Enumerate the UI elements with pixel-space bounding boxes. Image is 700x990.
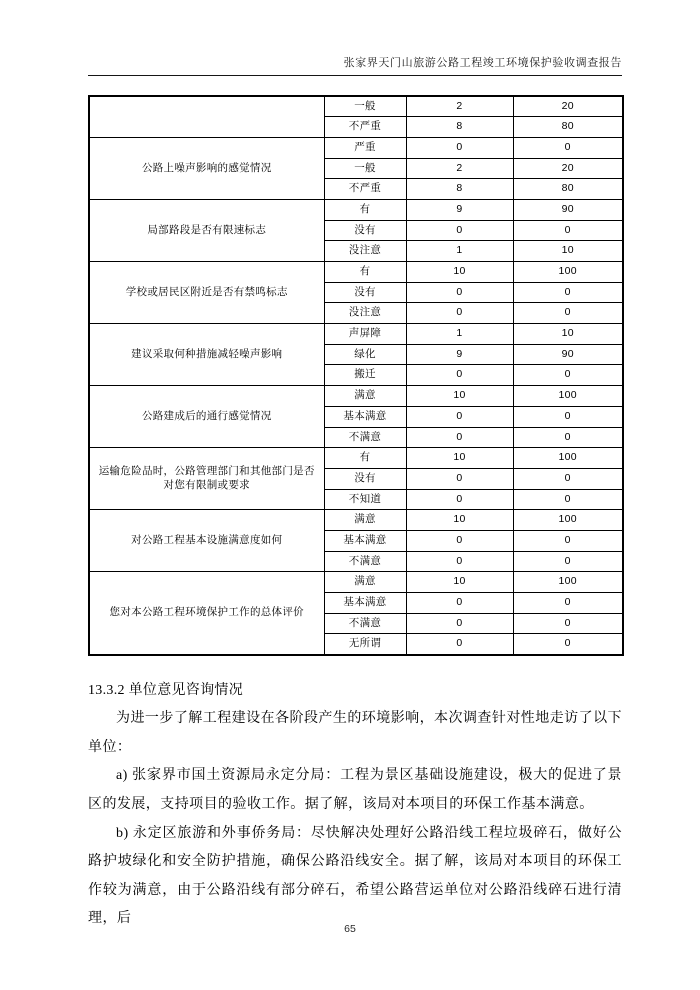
percent-cell: 80 [513,179,623,200]
option-cell: 没有 [324,468,406,489]
count-cell: 8 [406,179,513,200]
page-footer [0,923,700,935]
option-cell: 满意 [324,386,406,407]
percent-cell: 10 [513,241,623,262]
table-row [89,96,623,117]
option-cell: 不满意 [324,613,406,634]
question-cell: 公路上噪声影响的感觉情况 [89,137,324,199]
option-cell: 不严重 [324,117,406,138]
count-cell: 10 [406,448,513,469]
page-number: 65 [344,923,356,935]
page-header [88,0,622,76]
option-cell: 有 [324,448,406,469]
option-cell: 不知道 [324,489,406,510]
count-cell: 0 [406,489,513,510]
page-content [88,0,622,934]
option-cell: 基本满意 [324,530,406,551]
count-cell: 2 [406,96,513,117]
count-cell: 9 [406,199,513,220]
question-cell: 您对本公路工程环境保护工作的总体评价 [89,572,324,655]
count-cell: 10 [406,510,513,531]
percent-cell: 0 [513,406,623,427]
option-cell: 严重 [324,137,406,158]
percent-cell: 0 [513,530,623,551]
table-row [89,386,623,407]
option-cell: 不严重 [324,179,406,200]
percent-cell: 100 [513,572,623,593]
percent-cell: 0 [513,468,623,489]
count-cell: 0 [406,365,513,386]
count-cell: 0 [406,282,513,303]
percent-cell: 0 [513,365,623,386]
count-cell: 0 [406,530,513,551]
count-cell: 1 [406,241,513,262]
table-row [89,448,623,469]
count-cell: 10 [406,572,513,593]
count-cell: 0 [406,468,513,489]
percent-cell: 90 [513,344,623,365]
table-row [89,262,623,283]
percent-cell: 0 [513,220,623,241]
option-cell: 有 [324,262,406,283]
question-cell: 公路建成后的通行感觉情况 [89,386,324,448]
percent-cell: 0 [513,551,623,572]
option-cell: 满意 [324,572,406,593]
count-cell: 2 [406,158,513,179]
table-row [89,510,623,531]
question-cell: 运输危险品时，公路管理部门和其他部门是否对您有限制或要求 [89,448,324,510]
option-cell: 基本满意 [324,406,406,427]
option-cell: 无所谓 [324,634,406,655]
percent-cell: 0 [513,137,623,158]
percent-cell: 0 [513,489,623,510]
option-cell: 一般 [324,158,406,179]
count-cell: 0 [406,551,513,572]
table-row [89,199,623,220]
option-cell: 一般 [324,96,406,117]
percent-cell: 90 [513,199,623,220]
question-cell: 对公路工程基本设施满意度如何 [89,510,324,572]
percent-cell: 0 [513,427,623,448]
count-cell: 0 [406,220,513,241]
count-cell: 10 [406,386,513,407]
paragraph-unit-b: b) 永定区旅游和外事侨务局：尽快解决处理好公路沿线工程垃圾碎石，做好公路护坡绿化和安全防护措施，确保公路沿线安全。据了解，该局对本项目的环保工作较为满意，由于公路沿线有部分碎石，希望公路营运单位对公路沿线碎石进行清理，后 [88,825,622,927]
table-row [89,324,623,345]
option-cell: 不满意 [324,427,406,448]
option-cell: 满意 [324,510,406,531]
count-cell: 0 [406,303,513,324]
option-cell: 没注意 [324,241,406,262]
report-title: 张家界天门山旅游公路工程竣工环境保护验收调查报告 [343,57,622,69]
percent-cell: 100 [513,262,623,283]
count-cell: 0 [406,406,513,427]
question-cell: 局部路段是否有限速标志 [89,199,324,261]
count-cell: 9 [406,344,513,365]
question-cell [89,96,324,137]
paragraph-unit-a: a) 张家界市国土资源局永定分局：工程为景区基础设施建设，极大的促进了景区的发展，支持项目的验收工作。据了解，该局对本项目的环保工作基本满意。 [88,768,622,812]
survey-table-body [89,96,623,655]
percent-cell: 0 [513,634,623,655]
count-cell: 0 [406,634,513,655]
option-cell: 基本满意 [324,593,406,614]
section-13-3-2 [88,677,622,934]
option-cell: 没有 [324,282,406,303]
option-cell: 没有 [324,220,406,241]
percent-cell: 80 [513,117,623,138]
option-cell: 搬迁 [324,365,406,386]
percent-cell: 100 [513,448,623,469]
option-cell: 声屏障 [324,324,406,345]
table-row [89,137,623,158]
count-cell: 0 [406,593,513,614]
percent-cell: 100 [513,386,623,407]
percent-cell: 10 [513,324,623,345]
percent-cell: 0 [513,613,623,634]
percent-cell: 0 [513,282,623,303]
option-cell: 绿化 [324,344,406,365]
percent-cell: 0 [513,303,623,324]
percent-cell: 100 [513,510,623,531]
paragraph-intro: 为进一步了解工程建设在各阶段产生的环境影响，本次调查针对性地走访了以下单位： [88,711,622,755]
count-cell: 1 [406,324,513,345]
option-cell: 没注意 [324,303,406,324]
percent-cell: 0 [513,593,623,614]
option-cell: 有 [324,199,406,220]
section-heading: 13.3.2 单位意见咨询情况 [88,682,243,698]
count-cell: 10 [406,262,513,283]
count-cell: 0 [406,613,513,634]
table-row [89,572,623,593]
question-cell: 建议采取何种措施减轻噪声影响 [89,324,324,386]
count-cell: 0 [406,137,513,158]
percent-cell: 20 [513,158,623,179]
survey-results-table [88,95,624,656]
percent-cell: 20 [513,96,623,117]
option-cell: 不满意 [324,551,406,572]
count-cell: 8 [406,117,513,138]
count-cell: 0 [406,427,513,448]
question-cell: 学校或居民区附近是否有禁鸣标志 [89,262,324,324]
